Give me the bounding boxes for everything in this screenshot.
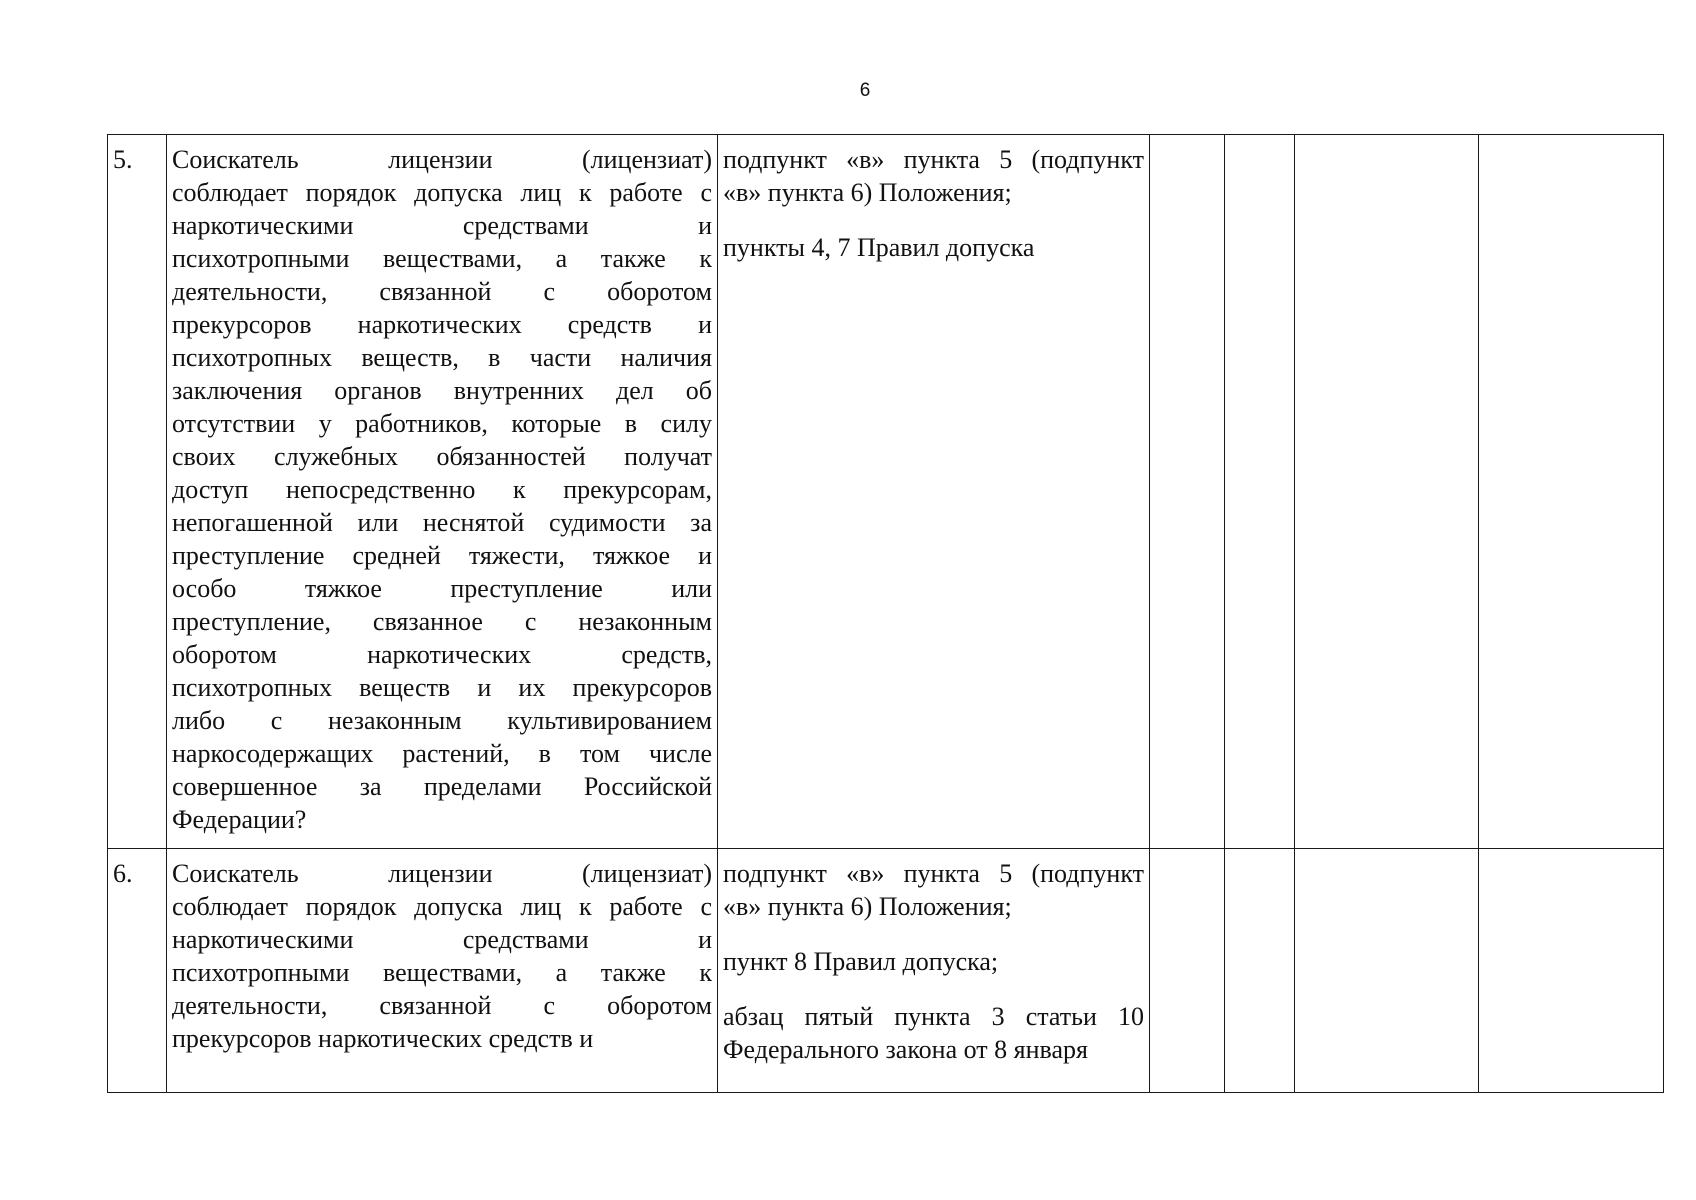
requirement-text-line: наркотическими средствами и xyxy=(172,925,712,954)
reference-paragraph xyxy=(723,231,1144,264)
requirement-text-line: Соискатель лицензии (лицензиат) xyxy=(172,145,712,174)
reference-text-line: подпункт «в» пункта 5 (подпункт xyxy=(723,145,1144,174)
requirement-text-line: совершенное за пределами Российской xyxy=(172,772,712,801)
reference-cell xyxy=(718,849,1150,1093)
requirement-text-line: преступление средней тяжести, тяжкое и xyxy=(172,541,712,570)
requirement-text-line: психотропных веществ, в части наличия xyxy=(172,343,712,372)
page-number: 6 xyxy=(859,80,871,101)
requirement-text-line: особо тяжкое преступление или xyxy=(172,574,712,603)
reference-text-line: пункт 8 Правил допуска; xyxy=(723,947,999,976)
requirement-text-line: отсутствии у работников, которые в силу xyxy=(172,409,712,438)
reference-text-line: Федерального закона от 8 января xyxy=(723,1035,1088,1064)
requirement-text-line: прекурсоров наркотических средств и xyxy=(172,1024,594,1053)
reference-paragraph xyxy=(723,143,1144,209)
requirement-text-line: соблюдает порядок допуска лиц к работе с xyxy=(172,892,712,921)
requirement-text-line: деятельности, связанной с оборотом xyxy=(172,991,712,1020)
reference-paragraph xyxy=(723,857,1144,923)
requirement-text-line: непогашенной или неснятой судимости за xyxy=(172,508,712,537)
requirement-text-line: Соискатель лицензии (лицензиат) xyxy=(172,859,712,888)
reference-text-line: подпункт «в» пункта 5 (подпункт xyxy=(723,859,1144,888)
empty-cell xyxy=(1295,849,1479,1093)
requirement-text-line: либо с незаконным культивированием xyxy=(172,706,712,735)
requirement-text-line: психотропными веществами, а также к xyxy=(172,958,712,987)
requirements-table xyxy=(107,134,1664,1093)
requirement-text-line: своих служебных обязанностей получат xyxy=(172,442,712,471)
row-number-cell xyxy=(108,135,167,849)
reference-text-line: абзац пятый пункта 3 статьи 10 xyxy=(723,1002,1144,1031)
row-number: 6. xyxy=(113,859,133,888)
requirement-text-line: наркосодержащих растений, в том числе xyxy=(172,739,712,768)
table-row xyxy=(108,849,1664,1093)
reference-paragraph xyxy=(723,1000,1144,1066)
reference-paragraph xyxy=(723,945,1144,978)
requirement-cell xyxy=(167,849,718,1093)
empty-cell xyxy=(1225,135,1295,849)
requirement-text-line: преступление, связанное с незаконным xyxy=(172,607,712,636)
requirement-text-line: доступ непосредственно к прекурсорам, xyxy=(172,475,712,504)
reference-cell xyxy=(718,135,1150,849)
table-row xyxy=(108,135,1664,849)
requirement-text-line: наркотическими средствами и xyxy=(172,211,712,240)
requirement-text-line: Федерации? xyxy=(172,805,307,834)
reference-text-line: «в» пункта 6) Положения; xyxy=(723,178,1012,207)
empty-cell xyxy=(1225,849,1295,1093)
requirement-text-line: психотропных веществ и их прекурсоров xyxy=(172,673,712,702)
empty-cell xyxy=(1150,849,1225,1093)
row-number-cell xyxy=(108,849,167,1093)
empty-cell xyxy=(1150,135,1225,849)
requirement-text-line: оборотом наркотических средств, xyxy=(172,640,712,669)
empty-cell xyxy=(1479,849,1664,1093)
requirement-cell xyxy=(167,135,718,849)
requirement-text-line: заключения органов внутренних дел об xyxy=(172,376,712,405)
requirement-text-line: психотропными веществами, а также к xyxy=(172,244,712,273)
empty-cell xyxy=(1479,135,1664,849)
requirement-text-line: соблюдает порядок допуска лиц к работе с xyxy=(172,178,712,207)
requirement-text-line: прекурсоров наркотических средств и xyxy=(172,310,712,339)
requirement-text-line: деятельности, связанной с оборотом xyxy=(172,277,712,306)
reference-text-line: «в» пункта 6) Положения; xyxy=(723,892,1012,921)
empty-cell xyxy=(1295,135,1479,849)
row-number: 5. xyxy=(113,145,133,174)
reference-text-line: пункты 4, 7 Правил допуска xyxy=(723,233,1035,262)
